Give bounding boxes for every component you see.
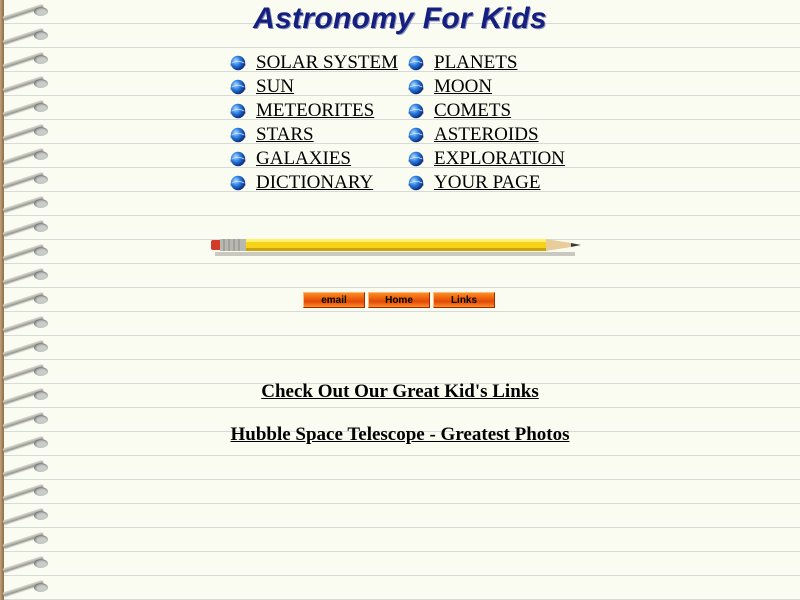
globe-icon xyxy=(229,174,247,192)
nav-column-right xyxy=(407,51,565,195)
spiral-hole xyxy=(34,151,48,160)
pencil-divider xyxy=(209,232,591,260)
nav-item-planets[interactable] xyxy=(407,51,565,75)
hubble-photos-link[interactable]: Hubble Space Telescope - Greatest Photos xyxy=(230,424,570,445)
nav-item-meteorites[interactable] xyxy=(229,99,398,123)
nav-item-asteroids[interactable] xyxy=(407,123,565,147)
page-title: Astronomy For Kids xyxy=(253,2,547,35)
nav-item-solar-system[interactable] xyxy=(229,51,398,75)
spiral-hole xyxy=(34,463,48,472)
notebook-spiral-binding xyxy=(0,0,56,600)
globe-icon xyxy=(407,150,425,168)
globe-icon xyxy=(407,54,425,72)
nav-item-moon[interactable] xyxy=(407,75,565,99)
globe-icon xyxy=(407,78,425,96)
nav-link-comets[interactable]: COMETS xyxy=(434,100,512,121)
spiral-hole xyxy=(34,559,48,568)
nav-item-your-page[interactable] xyxy=(407,171,565,195)
nav-item-comets[interactable] xyxy=(407,99,565,123)
nav-link-planets[interactable]: PLANETS xyxy=(434,52,518,73)
globe-icon xyxy=(229,54,247,72)
nav-link-moon[interactable]: MOON xyxy=(434,76,493,97)
nav-link-sun[interactable]: SUN xyxy=(256,76,295,97)
spiral-hole xyxy=(34,127,48,136)
kids-links-link[interactable]: Check Out Our Great Kid's Links xyxy=(261,381,539,402)
nav-item-dictionary[interactable] xyxy=(229,171,398,195)
spiral-hole xyxy=(34,247,48,256)
spiral-hole xyxy=(34,367,48,376)
spiral-hole xyxy=(34,223,48,232)
nav-link-exploration[interactable]: EXPLORATION xyxy=(434,148,565,169)
globe-icon xyxy=(229,126,247,144)
spiral-hole xyxy=(34,103,48,112)
nav-link-galaxies[interactable]: GALAXIES xyxy=(256,148,351,169)
globe-icon xyxy=(407,126,425,144)
email-button[interactable]: email xyxy=(303,292,365,308)
nav-link-your-page[interactable]: YOUR PAGE xyxy=(434,172,541,193)
home-button[interactable]: Home xyxy=(368,292,430,308)
nav-link-dictionary[interactable]: DICTIONARY xyxy=(256,172,374,193)
nav-item-sun[interactable] xyxy=(229,75,398,99)
nav-column-left xyxy=(229,51,398,195)
spiral-hole xyxy=(34,535,48,544)
nav-item-exploration[interactable] xyxy=(407,147,565,171)
globe-icon xyxy=(229,150,247,168)
spiral-hole xyxy=(34,199,48,208)
spiral-hole xyxy=(34,415,48,424)
nav-link-meteorites[interactable]: METEORITES xyxy=(256,100,375,121)
spiral-hole xyxy=(34,175,48,184)
spiral-hole xyxy=(34,583,48,592)
spiral-hole xyxy=(34,487,48,496)
links-button[interactable]: Links xyxy=(433,292,495,308)
spiral-hole xyxy=(34,295,48,304)
spiral-hole xyxy=(34,79,48,88)
spiral-hole xyxy=(34,511,48,520)
spiral-hole xyxy=(34,343,48,352)
nav-link-stars[interactable]: STARS xyxy=(256,124,314,145)
button-row xyxy=(303,292,495,308)
globe-icon xyxy=(229,102,247,120)
nav-link-solar-system[interactable]: SOLAR SYSTEM xyxy=(256,52,398,73)
globe-icon xyxy=(407,174,425,192)
nav-item-galaxies[interactable] xyxy=(229,147,398,171)
spiral-hole xyxy=(34,271,48,280)
globe-icon xyxy=(229,78,247,96)
nav-link-asteroids[interactable]: ASTEROIDS xyxy=(434,124,539,145)
globe-icon xyxy=(407,102,425,120)
spiral-hole xyxy=(34,319,48,328)
spiral-hole xyxy=(34,55,48,64)
nav-item-stars[interactable] xyxy=(229,123,398,147)
